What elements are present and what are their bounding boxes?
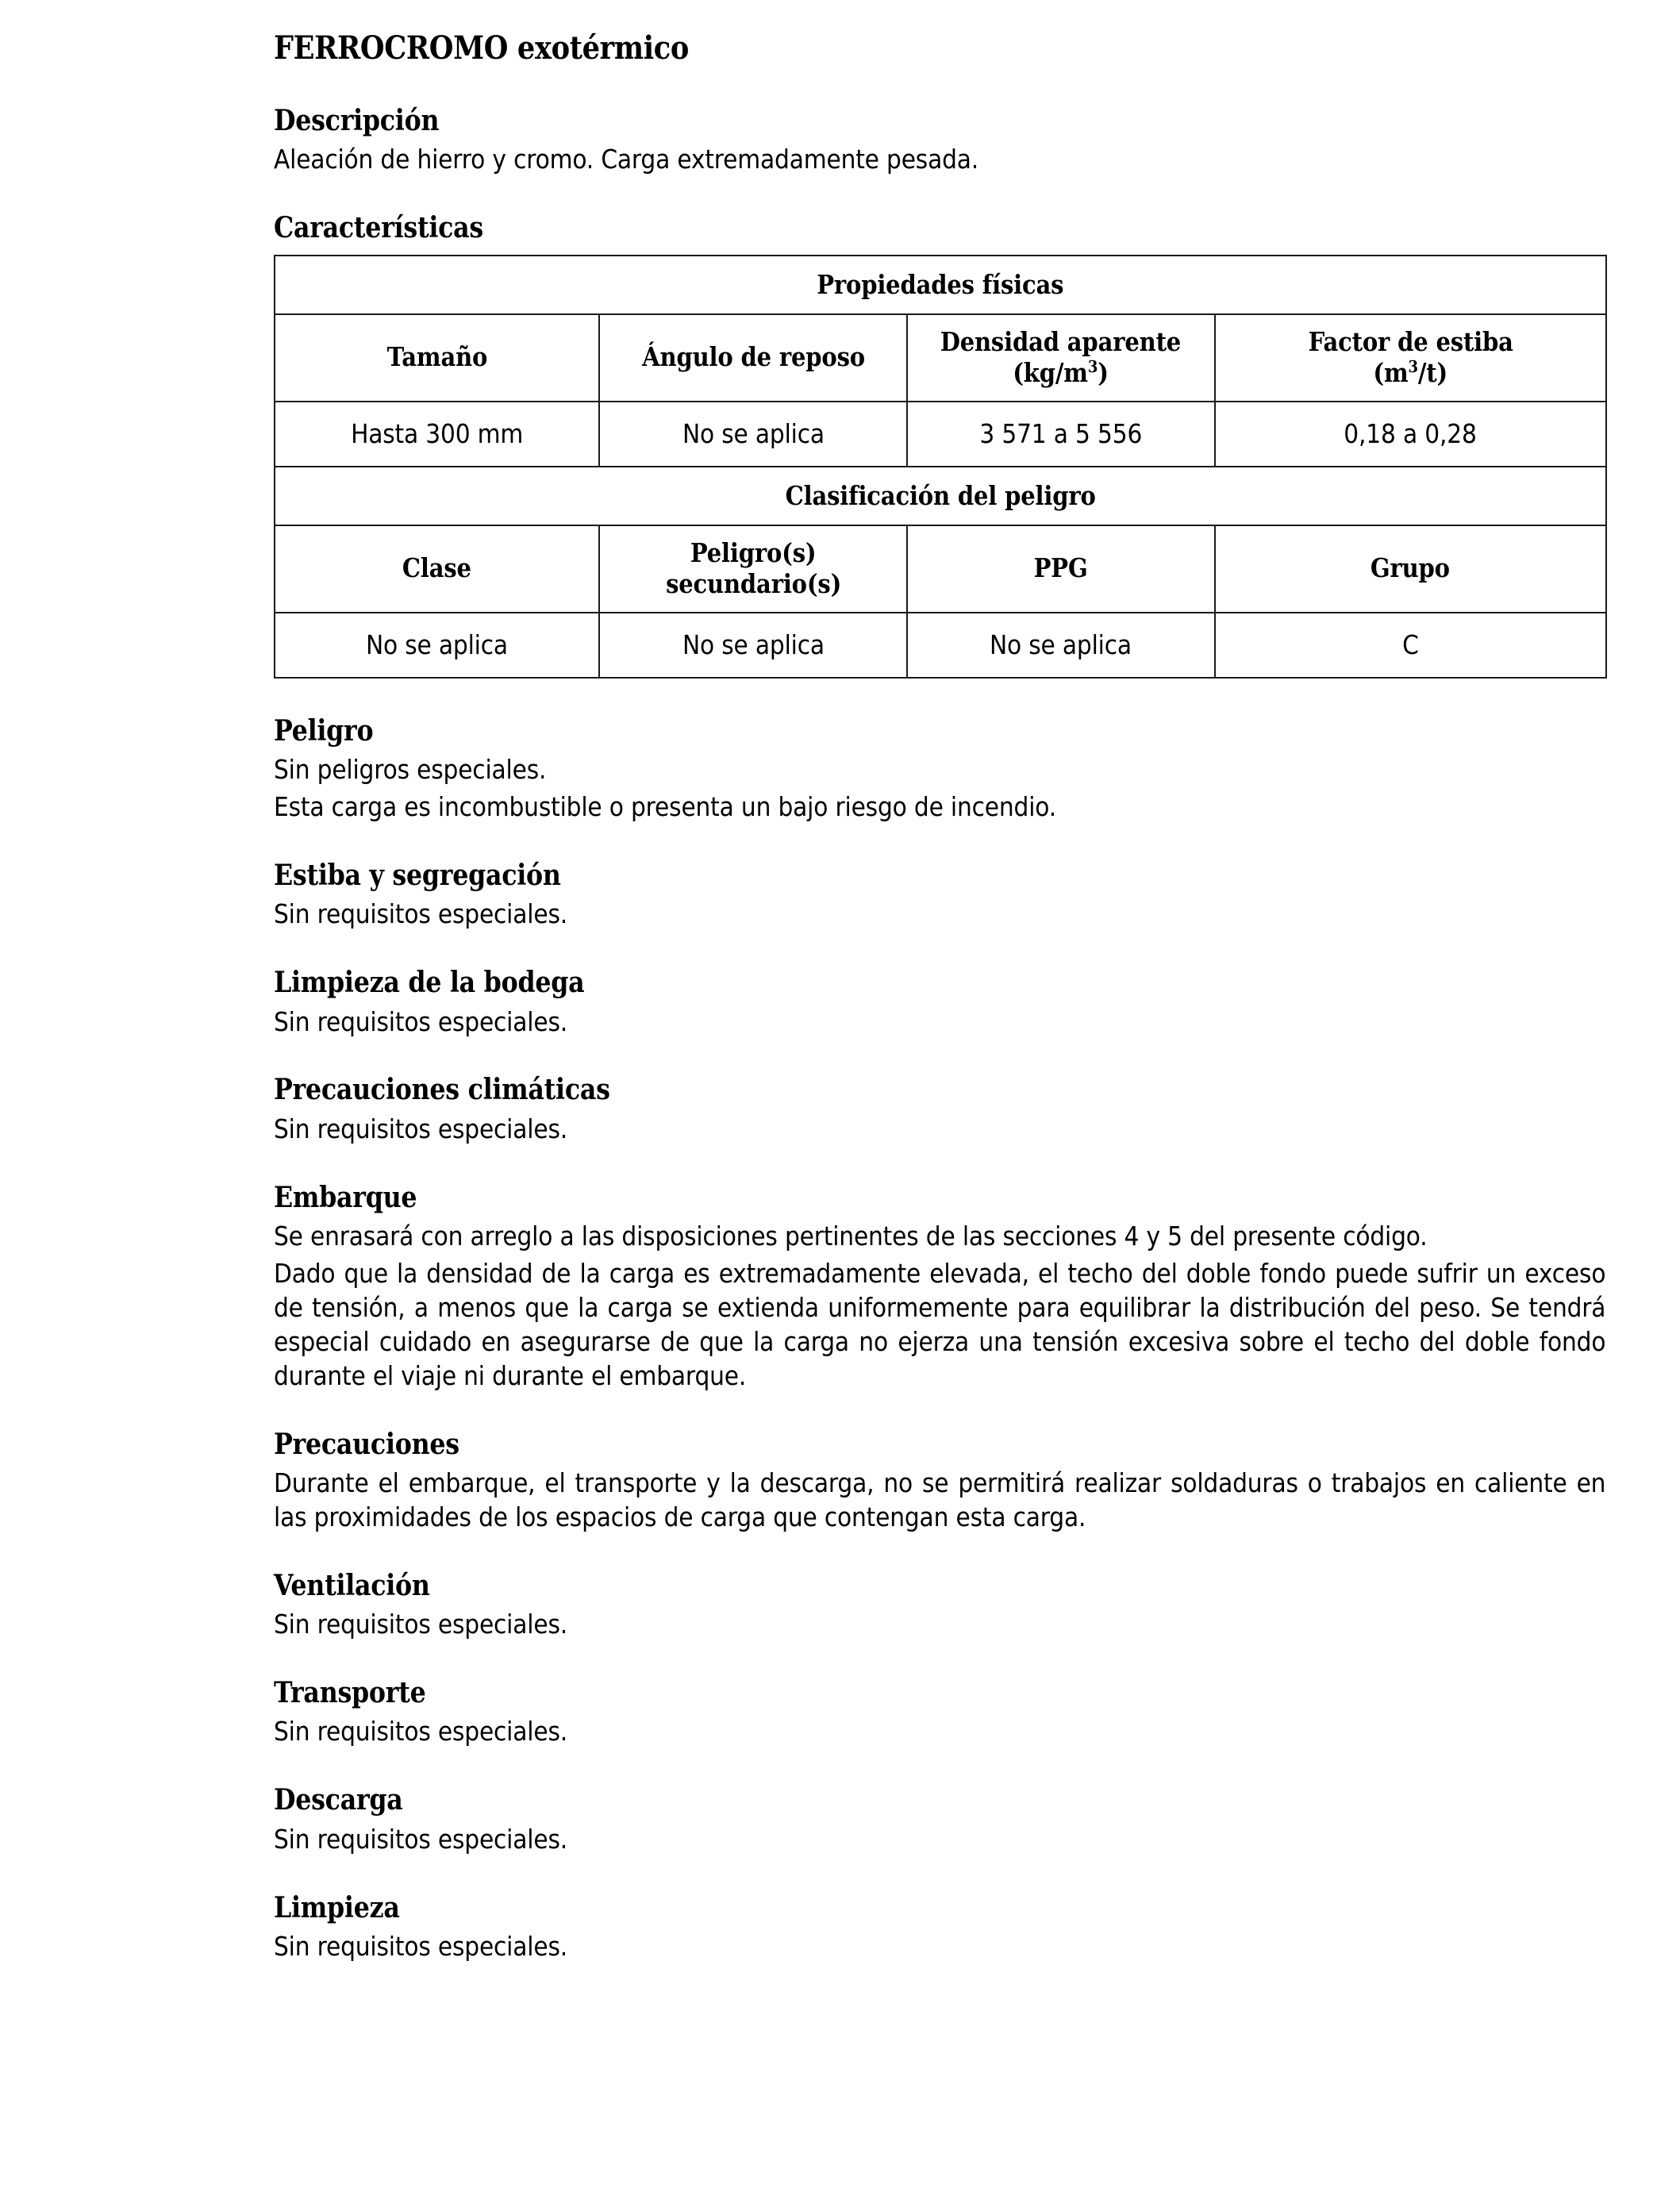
section-heading-estiba-y-segregacion: Estiba y segregación bbox=[274, 858, 561, 892]
section-ventilacion bbox=[274, 1570, 1607, 1642]
table-band-hazard bbox=[275, 467, 1606, 525]
section-precauciones-climaticas bbox=[274, 1074, 1607, 1146]
table-header-group-text: Grupo bbox=[1371, 552, 1451, 584]
table-header-stowage-unit-post: /t) bbox=[1417, 356, 1448, 388]
table-header-secondary-hazard bbox=[599, 525, 907, 613]
table-band-physical bbox=[275, 256, 1606, 314]
section-heading-embarque: Embarque bbox=[274, 1180, 417, 1214]
section-heading-limpieza-de-la-bodega: Limpieza de la bodega bbox=[274, 966, 585, 1000]
table-header-stowage-unit-pre: (m bbox=[1373, 356, 1409, 388]
table-header-class-text: Clase bbox=[402, 552, 472, 584]
section-limpieza bbox=[274, 1892, 1607, 1964]
table-header-stowage bbox=[1215, 314, 1606, 402]
section-text-precauciones: Durante el embarque, el transporte y la descarga, no se permitirá realizar soldaduras o trabajos en caliente en las proximidades de los espacios de carga que contengan esta carga. bbox=[274, 1467, 1606, 1532]
table-header-stowage-unit-exponent: 3 bbox=[1408, 356, 1418, 376]
table-cell-group-value-text: C bbox=[1402, 629, 1419, 661]
section-precauciones bbox=[274, 1428, 1607, 1535]
table-header-density bbox=[907, 314, 1215, 402]
section-text-limpieza: Sin requisitos especiales. bbox=[274, 1930, 567, 1962]
section-text-embarque-2: Dado que la densidad de la carga es extremadamente elevada, el techo del doble fondo puede sufrir un exceso de tensión, a menos que la carga se extienda uniformemente para equilibrar la distribución del peso. Se tendrá especial cuidado en asegurarse de que la carga no ejerza una tensión excesiva sobre el techo del doble fondo durante el viaje ni durante el embarque. bbox=[274, 1257, 1606, 1391]
table-header-size bbox=[275, 314, 599, 402]
section-heading-limpieza: Limpieza bbox=[274, 1890, 400, 1924]
section-text-precauciones-climaticas: Sin requisitos especiales. bbox=[274, 1113, 567, 1144]
section-heading-ventilacion: Ventilación bbox=[274, 1568, 430, 1602]
table-header-secondary-hazard-line1: Peligro(s) bbox=[690, 536, 817, 568]
section-transporte bbox=[274, 1677, 1607, 1749]
document-content bbox=[274, 30, 1607, 1964]
table-header-angle-text: Ángulo de reposo bbox=[641, 341, 865, 373]
section-text-peligro-2: Esta carga es incombustible o presenta un bajo riesgo de incendio. bbox=[274, 790, 1057, 822]
section-peligro bbox=[274, 715, 1607, 825]
table-header-density-unit-post: ) bbox=[1098, 356, 1109, 388]
table-cell-density-value-text: 3 571 a 5 556 bbox=[979, 418, 1143, 450]
table-cell-ppg-value bbox=[907, 613, 1215, 678]
section-heading-peligro: Peligro bbox=[274, 713, 374, 748]
table-header-density-line1: Densidad aparente bbox=[940, 325, 1182, 357]
page-title: FERROCROMO exotérmico bbox=[274, 29, 690, 67]
table-header-stowage-line2 bbox=[1373, 358, 1447, 389]
table-cell-class-value-text: No se aplica bbox=[366, 629, 509, 661]
table-cell-secondary-hazard-value-text: No se aplica bbox=[682, 629, 825, 661]
table-cell-ppg-value-text: No se aplica bbox=[990, 629, 1132, 661]
section-text-descripcion: Aleación de hierro y cromo. Carga extremadamente pesada. bbox=[274, 144, 979, 175]
section-text-limpieza-de-la-bodega: Sin requisitos especiales. bbox=[274, 1005, 567, 1037]
section-text-embarque-1: Se enrasará con arreglo a las disposiciones pertinentes de las secciones 4 y 5 del presente código. bbox=[274, 1221, 1428, 1252]
table-cell-secondary-hazard-value bbox=[599, 613, 907, 678]
table-header-class bbox=[275, 525, 599, 613]
characteristics-table bbox=[274, 255, 1607, 679]
section-heading-descarga: Descarga bbox=[274, 1783, 403, 1817]
table-header-group bbox=[1215, 525, 1606, 613]
section-estiba-y-segregacion bbox=[274, 859, 1607, 932]
table-band-title-physical bbox=[275, 256, 1606, 314]
table-row-hazard-values bbox=[275, 613, 1606, 678]
table-header-row-physical bbox=[275, 314, 1606, 402]
table-cell-stowage-value bbox=[1215, 402, 1606, 467]
table-cell-angle-value-text: No se aplica bbox=[682, 418, 825, 450]
section-limpieza-de-la-bodega bbox=[274, 967, 1607, 1039]
section-text-descarga: Sin requisitos especiales. bbox=[274, 1823, 567, 1855]
table-header-row-hazard bbox=[275, 525, 1606, 613]
table-cell-angle-value bbox=[599, 402, 907, 467]
table-header-size-text: Tamaño bbox=[386, 341, 488, 373]
table-cell-size-value bbox=[275, 402, 599, 467]
section-heading-precauciones: Precauciones bbox=[274, 1427, 459, 1461]
table-band-title-hazard bbox=[275, 467, 1606, 525]
section-heading-descripcion: Descripción bbox=[274, 104, 440, 137]
section-descarga bbox=[274, 1784, 1607, 1856]
table-header-ppg-text: PPG bbox=[1033, 552, 1088, 584]
section-heading-precauciones-climaticas: Precauciones climáticas bbox=[274, 1073, 610, 1107]
table-row-physical-values bbox=[275, 402, 1606, 467]
table-header-density-unit-pre: (kg/m bbox=[1013, 356, 1089, 388]
section-descripcion bbox=[274, 105, 1607, 177]
section-text-transporte: Sin requisitos especiales. bbox=[274, 1716, 567, 1747]
table-cell-size-value-text: Hasta 300 mm bbox=[351, 418, 524, 450]
table-cell-stowage-value-text: 0,18 a 0,28 bbox=[1344, 418, 1477, 450]
section-caracteristicas bbox=[274, 212, 1607, 678]
table-header-angle bbox=[599, 314, 907, 402]
section-text-peligro-1: Sin peligros especiales. bbox=[274, 754, 547, 786]
table-cell-group-value bbox=[1215, 613, 1606, 678]
table-cell-density-value bbox=[907, 402, 1215, 467]
table-header-ppg bbox=[907, 525, 1215, 613]
table-header-density-unit-exponent: 3 bbox=[1088, 356, 1098, 376]
table-cell-class-value bbox=[275, 613, 599, 678]
section-heading-transporte: Transporte bbox=[274, 1675, 426, 1709]
section-text-estiba-y-segregacion: Sin requisitos especiales. bbox=[274, 898, 567, 930]
section-heading-caracteristicas: Características bbox=[274, 211, 483, 245]
table-band-title-physical-text: Propiedades físicas bbox=[817, 269, 1064, 301]
table-band-title-hazard-text: Clasificación del peligro bbox=[785, 480, 1096, 512]
table-header-secondary-hazard-line2: secundario(s) bbox=[665, 567, 841, 599]
section-embarque bbox=[274, 1182, 1607, 1394]
characteristics-table-wrapper bbox=[274, 255, 1607, 679]
table-header-density-line2 bbox=[1013, 358, 1109, 389]
table-header-stowage-line1: Factor de estiba bbox=[1308, 325, 1513, 357]
section-text-ventilacion: Sin requisitos especiales. bbox=[274, 1609, 567, 1640]
